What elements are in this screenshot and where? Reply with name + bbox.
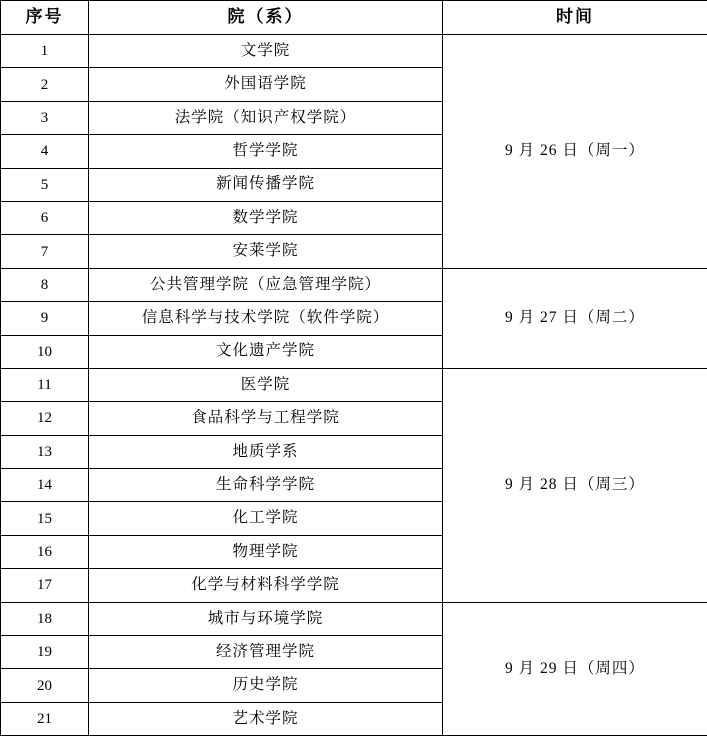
row-index: 12 — [1, 402, 89, 435]
time-group-label: 9 月 26 日（周一） — [443, 35, 707, 269]
row-index: 11 — [1, 368, 89, 401]
table-row — [1, 35, 707, 68]
column-header-college: 院（系） — [89, 1, 443, 35]
row-college: 经济管理学院 — [89, 636, 443, 669]
row-college: 化学与材料科学学院 — [89, 569, 443, 602]
row-index: 2 — [1, 68, 89, 101]
row-index: 16 — [1, 535, 89, 568]
row-college: 物理学院 — [89, 535, 443, 568]
row-college: 哲学学院 — [89, 135, 443, 168]
row-college: 安莱学院 — [89, 235, 443, 268]
row-college: 文化遗产学院 — [89, 335, 443, 368]
time-group-label: 9 月 28 日（周三） — [443, 368, 707, 602]
row-college: 食品科学与工程学院 — [89, 402, 443, 435]
row-index: 9 — [1, 302, 89, 335]
row-college: 城市与环境学院 — [89, 602, 443, 635]
table-row — [1, 268, 707, 301]
row-college: 文学院 — [89, 35, 443, 68]
row-college: 新闻传播学院 — [89, 168, 443, 201]
row-college: 化工学院 — [89, 502, 443, 535]
row-index: 17 — [1, 569, 89, 602]
row-college: 公共管理学院（应急管理学院） — [89, 268, 443, 301]
table-header-row — [1, 1, 707, 35]
row-college: 信息科学与技术学院（软件学院） — [89, 302, 443, 335]
row-index: 13 — [1, 435, 89, 468]
row-index: 3 — [1, 101, 89, 134]
row-index: 7 — [1, 235, 89, 268]
row-college: 医学院 — [89, 368, 443, 401]
table-row — [1, 368, 707, 401]
row-college: 数学学院 — [89, 201, 443, 234]
row-index: 6 — [1, 201, 89, 234]
column-header-time: 时间 — [443, 1, 707, 35]
row-index: 15 — [1, 502, 89, 535]
row-college: 历史学院 — [89, 669, 443, 702]
row-index: 10 — [1, 335, 89, 368]
row-index: 14 — [1, 469, 89, 502]
time-group-label: 9 月 29 日（周四） — [443, 602, 707, 736]
row-index: 21 — [1, 702, 89, 735]
row-index: 5 — [1, 168, 89, 201]
row-index: 8 — [1, 268, 89, 301]
row-college: 外国语学院 — [89, 68, 443, 101]
row-index: 20 — [1, 669, 89, 702]
row-index: 19 — [1, 636, 89, 669]
time-group-label: 9 月 27 日（周二） — [443, 268, 707, 368]
row-index: 18 — [1, 602, 89, 635]
row-college: 生命科学学院 — [89, 469, 443, 502]
row-college: 法学院（知识产权学院） — [89, 101, 443, 134]
row-index: 1 — [1, 35, 89, 68]
column-header-index: 序号 — [1, 1, 89, 35]
row-college: 地质学系 — [89, 435, 443, 468]
table-row — [1, 602, 707, 635]
row-college: 艺术学院 — [89, 702, 443, 735]
row-index: 4 — [1, 135, 89, 168]
